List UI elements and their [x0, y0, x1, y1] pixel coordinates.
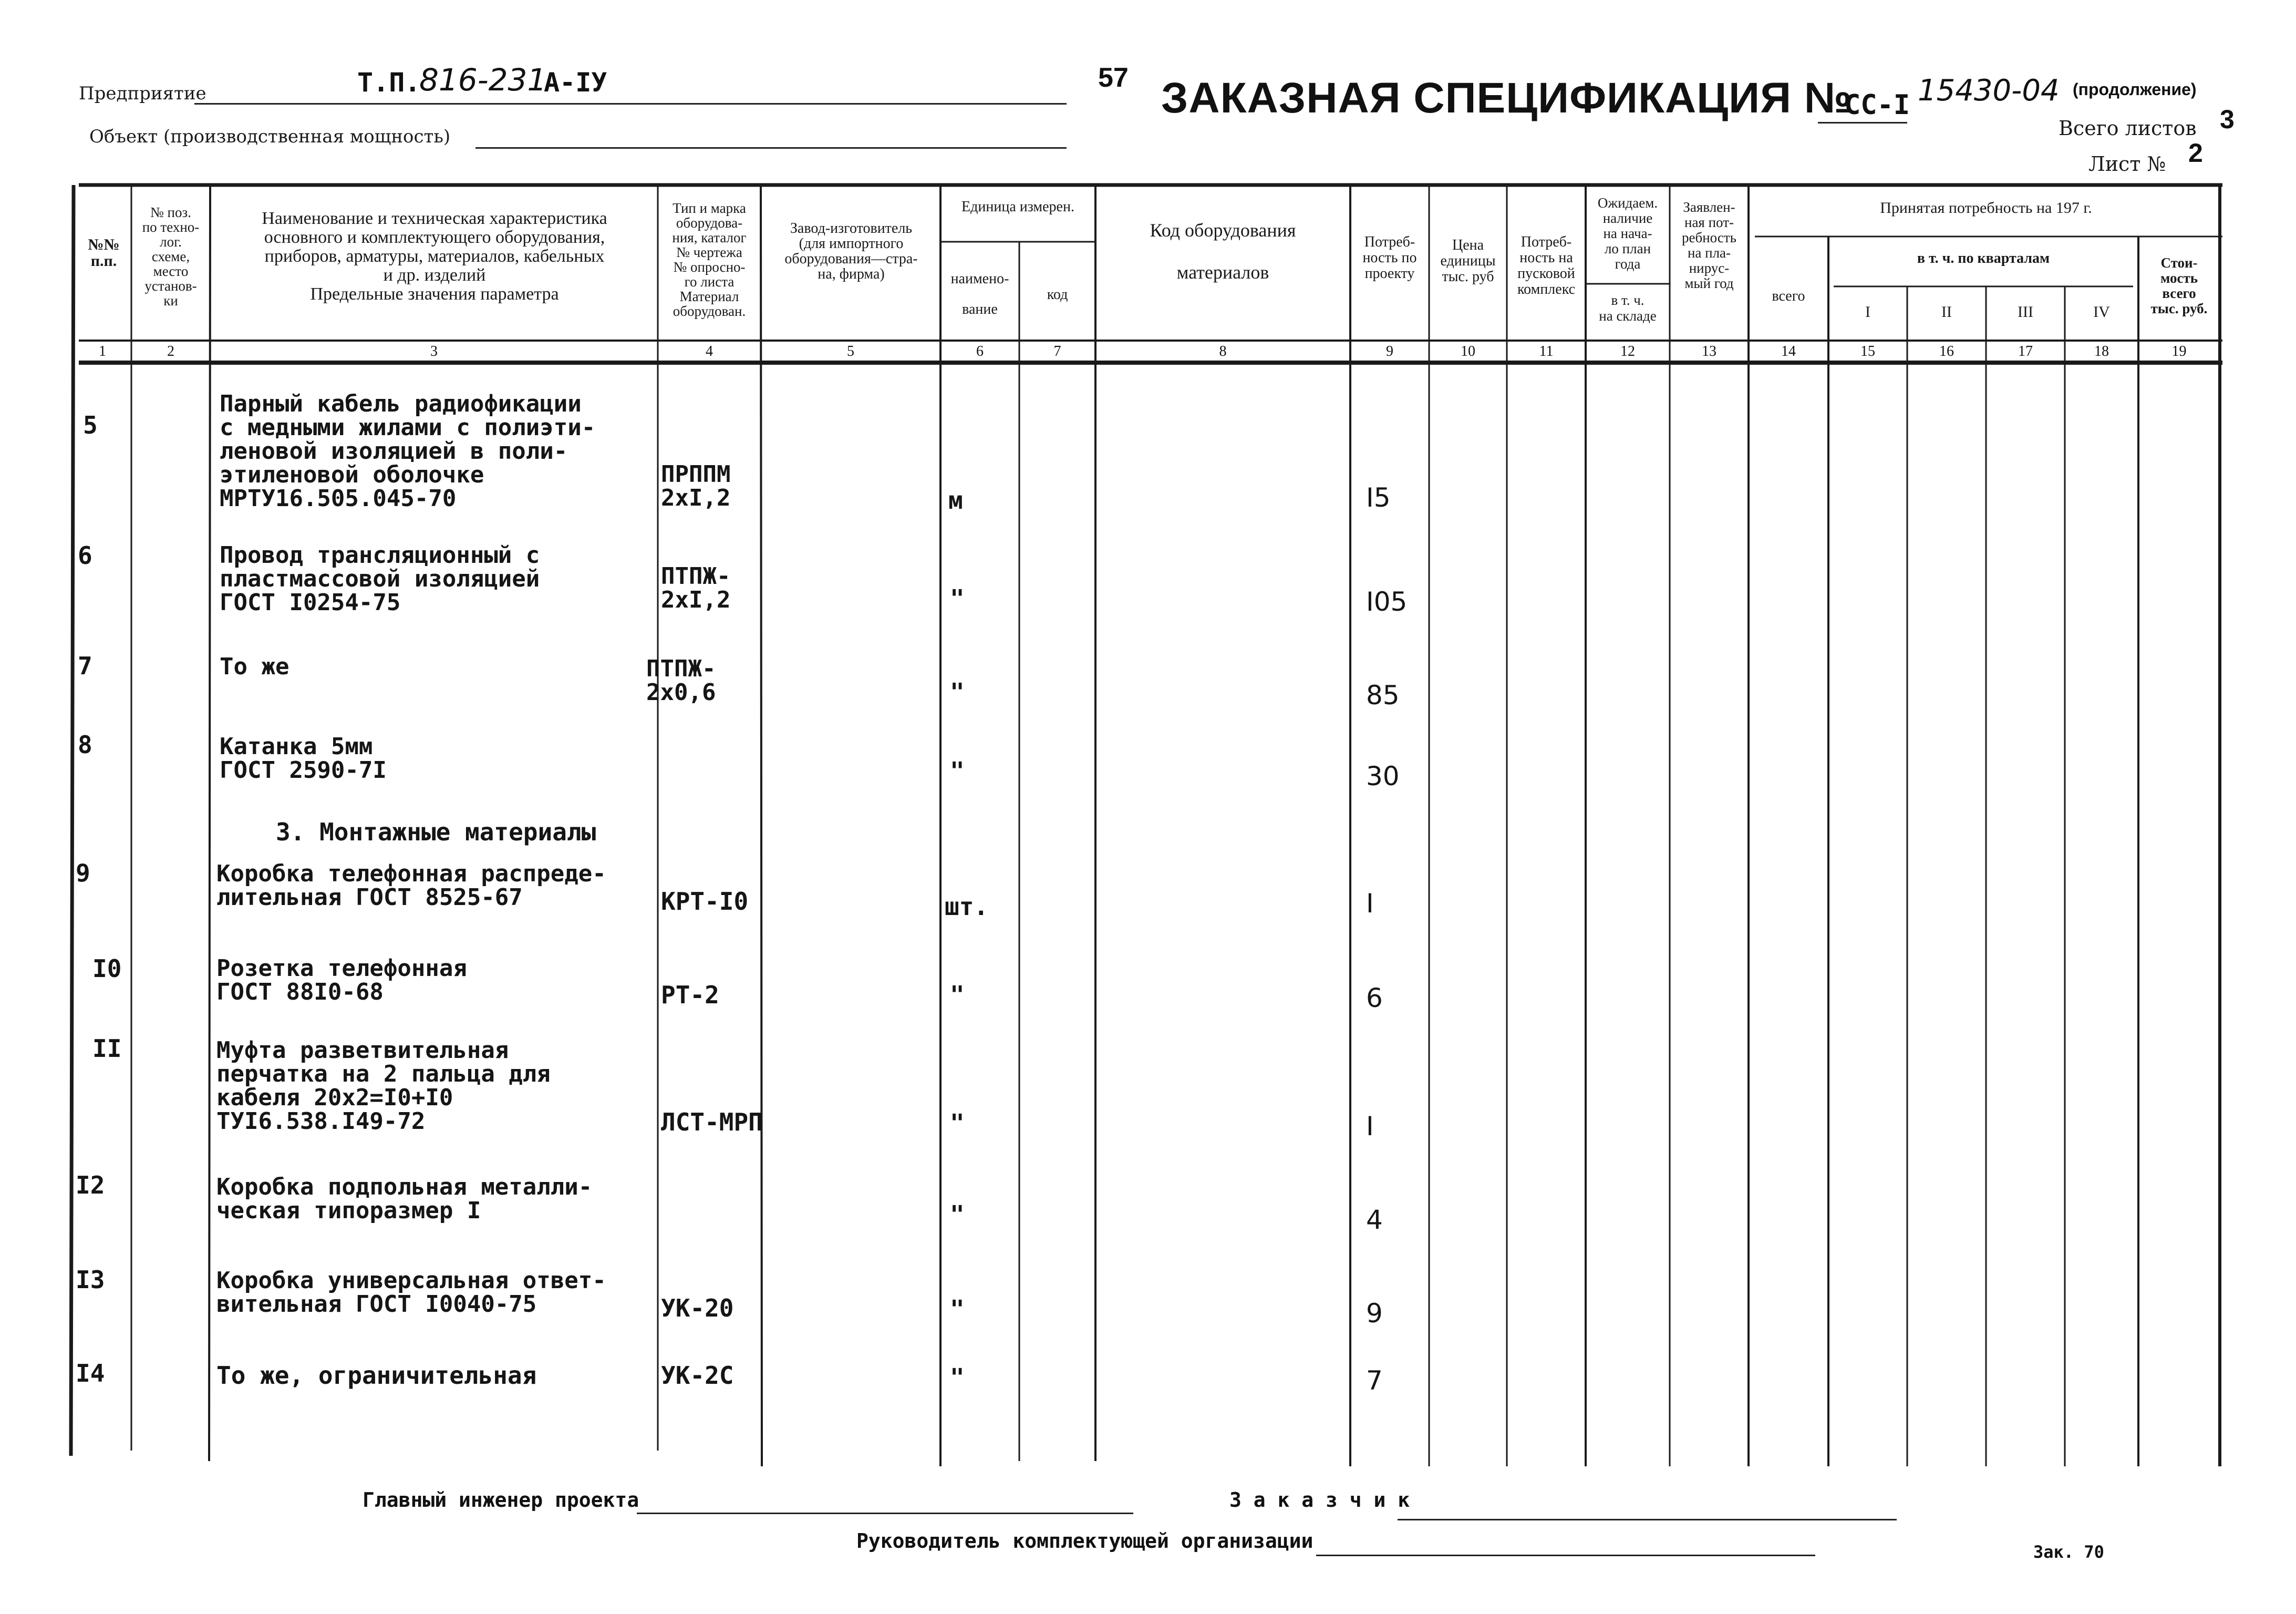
item-name: То же: [220, 653, 289, 680]
col-number-12: 12: [1620, 343, 1635, 359]
col-number-5: 5: [847, 343, 854, 359]
col-heading-14: всего: [1772, 288, 1805, 304]
sheet-value: 2: [2188, 138, 2203, 168]
col-number-13: 13: [1702, 343, 1716, 359]
item-type: ПТПЖ- 2хI,2: [661, 563, 731, 613]
col-number-10: 10: [1461, 343, 1475, 359]
item-name: Коробка универсальная ответ- вительная ГОСТ I0040-75: [216, 1267, 606, 1318]
item-quantity: I05: [1366, 587, 1408, 617]
col-heading-10: Цена единицы тыс. руб: [1440, 237, 1496, 285]
col-heading-3: Наименование и техническая характеристика основного и комплектующего оборудования, приборов, арматуры, материалов, кабельных и др. изделий Предельные значения параметра: [262, 209, 607, 304]
item-name: Розетка телефонная ГОСТ 88I0-68: [216, 955, 467, 1005]
item-name: Провод трансляционный с пластмассовой изоляцией ГОСТ I0254-75: [220, 542, 540, 616]
item-quantity: I: [1366, 1111, 1374, 1142]
item-quantity: I: [1366, 888, 1374, 919]
chief-engineer-label: Главный инженер проекта: [363, 1488, 639, 1512]
col-number-3: 3: [430, 343, 438, 359]
supplier-head-label: Руководитель комплектующей организации: [856, 1529, 1314, 1553]
col-heading-19: Стои- мость всего тыс. руб.: [2150, 255, 2208, 316]
col-heading-15: I: [1865, 303, 1870, 321]
customer-signature-line: [1398, 1519, 1897, 1520]
col-number-19: 19: [2171, 343, 2187, 359]
item-quantity: I5: [1366, 482, 1391, 513]
item-unit: ": [950, 981, 965, 1009]
col-heading-17: III: [2018, 303, 2033, 321]
col-heading-1: №№ п.п.: [88, 236, 120, 270]
col-number-7: 7: [1053, 343, 1061, 359]
item-quantity: 4: [1366, 1205, 1383, 1235]
item-name: Коробка телефонная распреде- лительная ГОСТ 8525-67: [216, 860, 606, 911]
item-type: ЛСТ-МРП: [661, 1108, 763, 1136]
col-heading-18: IV: [2093, 303, 2110, 321]
item-unit: ": [950, 1295, 965, 1323]
col-number-17: 17: [2018, 343, 2033, 359]
col-heading-11: Потреб- ность на пусковой комплекс: [1517, 234, 1576, 297]
spec-number: СС-I: [1844, 89, 1910, 121]
customer-label: З а к а з ч и к: [1229, 1488, 1410, 1512]
col-heading-4: Тип и марка оборудова- ния, каталог № чертежа № опросно- го листа Материал оборудован.: [672, 200, 747, 319]
item-unit: м: [948, 486, 963, 515]
chief-engineer-signature-line: [637, 1513, 1133, 1514]
col-number-1: 1: [99, 343, 106, 359]
document-title: ЗАКАЗНАЯ СПЕЦИФИКАЦИЯ №: [1161, 74, 1853, 122]
item-unit: ": [950, 678, 965, 706]
item-type: УК-2С: [661, 1361, 734, 1390]
tp-number-handwritten: 816-231: [419, 62, 547, 98]
item-unit: шт.: [945, 892, 989, 921]
item-quantity: 30: [1366, 761, 1400, 791]
col-number-2: 2: [167, 343, 174, 359]
col-number-8: 8: [1219, 343, 1227, 359]
col-heading-16: II: [1941, 303, 1952, 321]
item-unit: ": [950, 757, 965, 785]
item-type: РТ-2: [661, 981, 719, 1009]
col-heading-5: Завод-изготовитель (для импортного оборудования—стра- на, фирма): [784, 220, 918, 282]
item-type: ПТПЖ- 2х0,6: [646, 655, 716, 706]
item-name: Катанка 5мм ГОСТ 2590-7I: [220, 733, 387, 784]
col-number-4: 4: [706, 343, 713, 359]
item-name: То же, ограничительная: [216, 1361, 537, 1390]
col-heading-8: Код оборудования материалов: [1150, 220, 1296, 283]
total-sheets-value: 3: [2220, 105, 2235, 134]
row-number: I4: [76, 1359, 105, 1387]
spec-number-handwritten: 15430-04: [1918, 74, 2060, 108]
col-number-11: 11: [1539, 343, 1554, 359]
item-quantity: 7: [1366, 1365, 1383, 1396]
row-number: I0: [92, 954, 122, 983]
col-heading-quarters-group: в т. ч. по кварталам: [1917, 250, 2050, 266]
supplier-head-signature-line: [1316, 1555, 1815, 1556]
row-number: 9: [76, 859, 90, 887]
item-unit: ": [950, 584, 965, 613]
item-unit: ": [950, 1109, 965, 1137]
order-number: Зак. 70: [2033, 1542, 2104, 1562]
col-heading-unit-group: Единица измерен.: [961, 199, 1074, 215]
col-heading-2: № поз. по техно- лог. схеме, место установ- ки: [142, 204, 200, 309]
item-name: Муфта разветвительная перчатка на 2 пальца для кабеля 20х2=I0+I0 ТУI6.538.I49-72: [216, 1037, 551, 1135]
item-quantity: 85: [1366, 680, 1400, 711]
object-label: Объект (производственная мощность): [89, 126, 451, 147]
col-heading-accepted-group: Принятая потребность на 197 г.: [1880, 199, 2092, 217]
section-heading: 3. Монтажные материалы: [276, 818, 596, 846]
continuation-label: (продолжение): [2073, 80, 2197, 99]
col-number-18: 18: [2094, 343, 2109, 359]
enterprise-label: Предприятие: [79, 83, 206, 104]
item-type: УК-20: [661, 1294, 734, 1322]
col-heading-12-top: Ожидаем. наличие на нача- ло план года: [1597, 195, 1658, 272]
total-sheets-label: Всего листов: [2059, 117, 2197, 140]
row-number: 8: [78, 731, 92, 759]
col-heading-9: Потреб- ность по проекту: [1362, 234, 1417, 282]
row-number: 5: [83, 411, 98, 439]
item-unit: ": [950, 1200, 965, 1229]
item-type: КРТ-I0: [661, 887, 749, 916]
col-heading-12-bottom: в т. ч. на складе: [1599, 292, 1657, 324]
col-number-15: 15: [1860, 343, 1875, 359]
tp-code: Т.П.: [357, 67, 421, 98]
col-heading-7: код: [1047, 286, 1068, 303]
row-number: I3: [76, 1266, 105, 1294]
row-number: 6: [78, 541, 92, 570]
col-number-16: 16: [1939, 343, 1954, 359]
row-number: 7: [78, 652, 92, 680]
item-quantity: 6: [1366, 983, 1383, 1013]
item-type: ПРППМ 2хI,2: [661, 461, 731, 511]
col-number-9: 9: [1386, 343, 1393, 359]
item-quantity: 9: [1366, 1298, 1383, 1329]
col-heading-6: наимено- вание: [950, 271, 1009, 317]
row-number: II: [92, 1034, 122, 1063]
item-unit: ": [950, 1363, 965, 1392]
col-number-6: 6: [976, 343, 984, 359]
item-name: Парный кабель радиофикации с медными жилами с полиэти- леновой изоляцией в поли- этиленовой оболочке МРТУ16.505.045-70: [220, 390, 596, 512]
item-name: Коробка подпольная металли- ческая типоразмер I: [216, 1174, 593, 1224]
sheet-label: Лист №: [2088, 152, 2166, 176]
col-heading-13: Заявлен- ная пот- ребность на пла- нирус- мый год: [1682, 199, 1736, 291]
tp-suffix: А-IУ: [544, 67, 607, 98]
row-number: I2: [76, 1171, 105, 1199]
col-number-14: 14: [1781, 343, 1796, 359]
page-number: 57: [1098, 63, 1129, 93]
